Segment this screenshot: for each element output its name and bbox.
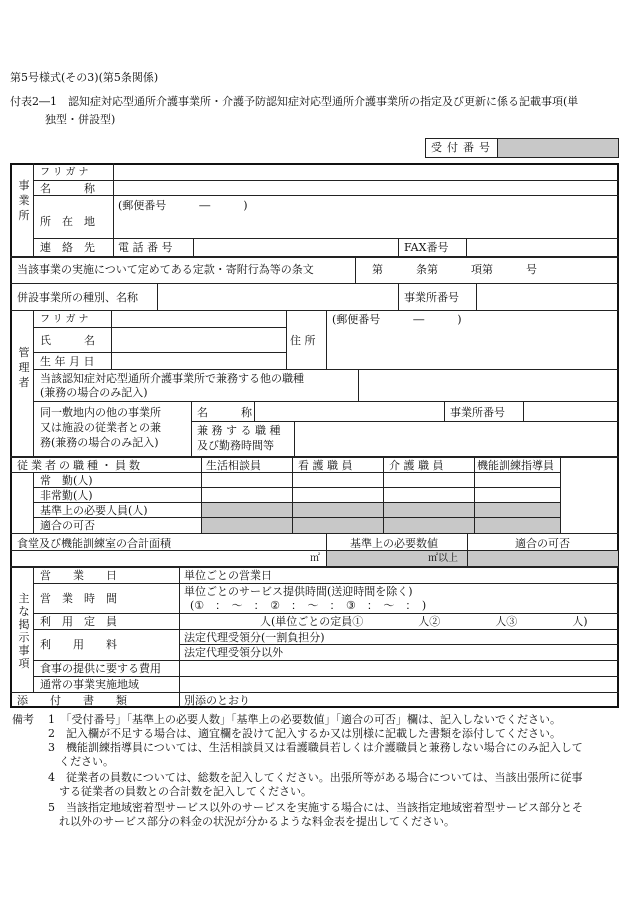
note-item: 3 機能訓練指導員については、生活相談員又は看護職員若しくは介護職員と兼務しない場合にのみ記入して	[48, 741, 583, 754]
note-item: 2 記入欄が不足する場合は、適宜欄を設けて記入するか又は別様に記載した書類を添付してください。	[48, 727, 561, 740]
rules-article: 第 条第 項第 号	[372, 263, 537, 276]
area-conformity-value	[468, 551, 618, 566]
staff-row-parttime: 非常勤(人)	[40, 489, 93, 502]
staff-col-counselor: 生活相談員	[206, 459, 261, 472]
staff-col-caregiver: 介 護 職 員	[389, 459, 444, 472]
staff-col-trainer: 機能訓練指導員	[477, 459, 554, 472]
area-conformity-label: 適合の可否	[515, 537, 570, 550]
business-hours-label: 営 業 時 間	[40, 592, 117, 605]
other-facility-job-line1: 兼 務 す る 職 種	[197, 424, 281, 437]
fee-label: 利 用 料	[40, 638, 117, 651]
manager-concurrent-line2: (兼務の場合のみ記入)	[40, 386, 148, 399]
receipt-number-field	[498, 139, 618, 157]
note-item: 1 「受付番号」「基準上の必要人数」「基準上の必要数値」「適合の可否」欄は、記入しないでください。	[48, 713, 561, 726]
manager-section-label: 管理者	[18, 346, 30, 389]
manager-birth-label: 生 年 月 日	[40, 355, 95, 368]
receipt-number-label: 受付番号	[431, 141, 495, 154]
form-title-line2: 独型・併設型)	[45, 113, 116, 126]
manager-concurrent-line1: 当該認知症対応型通所介護事業所で兼務する他の職種	[40, 372, 304, 385]
other-facility-line1: 同一敷地内の他の事業所	[40, 406, 161, 419]
note-item: 5 当該指定地域密着型サービス以外のサービスを実施する場合には、当該指定地域密着型サービス部分とそ	[48, 801, 583, 814]
office-contact-label: 連 絡 先	[40, 241, 95, 254]
office-furigana-label: フリガナ	[40, 167, 92, 178]
form-number: 第5号様式(その3)(第5条関係)	[10, 71, 159, 84]
business-days-label: 営 業 日	[40, 569, 117, 582]
area-label: 食堂及び機能訓練室の合計面積	[17, 537, 171, 550]
manager-address-label: 住 所	[290, 334, 316, 347]
note-item: ください。	[48, 755, 114, 768]
note-item: 4 従業者の員数については、総数を記入してください。出張所等がある場合については、当該出張所に従事	[48, 771, 583, 784]
other-facility-line3: 務(兼務の場合のみ記入)	[40, 436, 159, 449]
other-facility-name-label: 名 称	[197, 406, 252, 419]
office-address-label: 所 在 地	[40, 215, 95, 228]
notes-label: 備考	[12, 713, 34, 726]
attachments-label: 添 付 書 類	[17, 694, 127, 707]
business-hours-value1: 単位ごとのサービス提供時間(送迎時間を除く)	[184, 585, 413, 598]
office-section-label: 事業所	[18, 179, 30, 222]
meal-cost-label: 食事の提供に要する費用	[40, 662, 161, 675]
capacity-label: 利 用 定 員	[40, 615, 117, 628]
fee-value2: 法定代理受領分以外	[184, 646, 283, 659]
business-hours-value2: (① ： ～ ： ② ： ～ ： ③ ： ～ ： )	[190, 599, 427, 612]
staff-gray-cells	[202, 503, 560, 533]
staff-row-fulltime: 常 勤(人)	[40, 474, 93, 487]
form-title-line1: 付表2―1 認知症対応型通所介護事業所・介護予防認知症対応型通所介護事業所の指定及び更新に係る記載事項(単	[10, 95, 579, 108]
main-items-section-label: 主な掲示事項	[18, 592, 30, 670]
area-standard-unit: ㎡以上	[428, 553, 458, 564]
attachments-value: 別添のとおり	[184, 694, 250, 707]
office-fax-label: FAX番号	[404, 241, 449, 254]
business-days-value: 単位ごとの営業日	[184, 569, 272, 582]
fee-value1: 法定代理受領分(一割負担分)	[184, 631, 325, 644]
other-facility-line2: 又は施設の従業者との兼	[40, 421, 161, 434]
staff-row-conformity: 適合の可否	[40, 519, 95, 532]
office-postal: (郵便番号 ― )	[118, 199, 248, 212]
other-facility-job-line2: 及び勤務時間等	[197, 439, 274, 452]
staff-header: 従業者の職種・員数	[17, 459, 143, 472]
rules-label: 当該事業の実施について定めてある定款・寄附行為等の条文	[17, 263, 314, 276]
note-item: れ以外のサービス部分の料金の状況が分かるような料金表を提出してください。	[48, 815, 455, 828]
note-item: する従業者の員数との合計数を記入してください。	[48, 785, 312, 798]
staff-col-nurse: 看 護 職 員	[298, 459, 353, 472]
area-unit: ㎡	[310, 553, 320, 564]
service-area-label: 通常の事業実施地域	[40, 678, 139, 691]
joint-office-number-label: 事業所番号	[404, 291, 459, 304]
manager-postal: (郵便番号 ― )	[332, 313, 462, 326]
manager-name-label: 氏 名	[40, 334, 95, 347]
capacity-value: 人(単位ごとの定員① 人② 人③ 人)	[260, 615, 588, 628]
staff-row-required: 基準上の必要人員(人)	[40, 504, 148, 517]
joint-office-label: 併設事業所の種別、名称	[17, 291, 138, 304]
area-standard-label: 基準上の必要数値	[350, 537, 438, 550]
other-facility-number-label: 事業所番号	[450, 406, 505, 419]
office-name-label: 名 称	[40, 182, 95, 195]
manager-furigana-label: フリガナ	[40, 314, 92, 325]
office-phone-label: 電 話 番 号	[118, 241, 173, 254]
